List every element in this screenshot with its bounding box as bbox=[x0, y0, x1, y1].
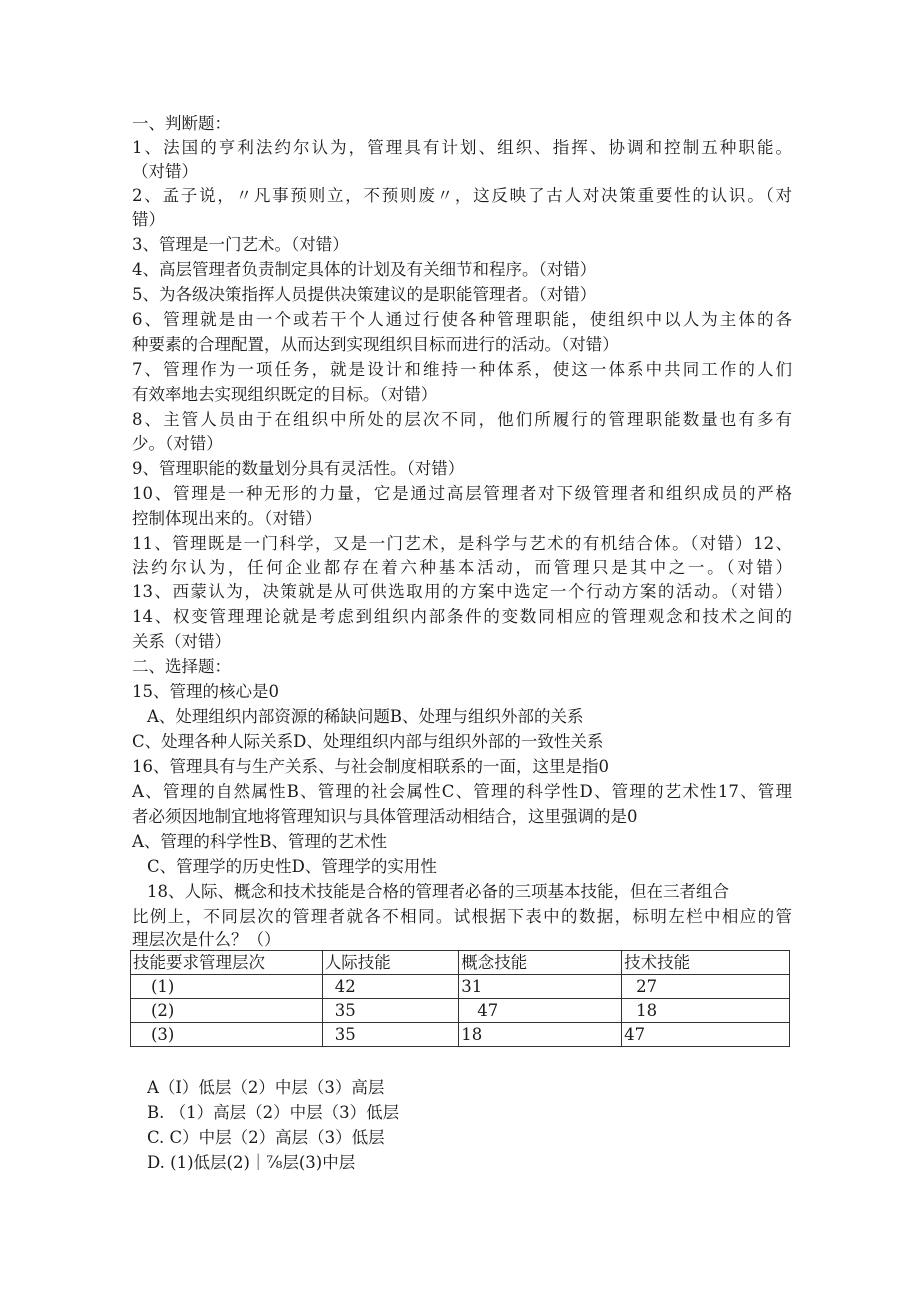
q12-line: 法约尔认为，任何企业都存在着六种基本活动，而管理只是其中之一。（对错） bbox=[132, 558, 792, 577]
table-cell-level: (3) bbox=[131, 1023, 323, 1047]
option-b: B. （1）高层（2）中层（3）低层 bbox=[147, 1103, 400, 1122]
q17-options-cd: C、管理学的历史性D、管理学的实用性 bbox=[147, 857, 437, 876]
q13-line: 13、西蒙认为，决策就是从可供选取用的方案中选定一个行动方案的活动。（对错） bbox=[132, 582, 792, 601]
q14-line1: 14、权变管理理论就是考虑到组织内部条件的变数同相应的管理观念和技术之间的 bbox=[132, 607, 792, 626]
q11-line: 11、管理既是一门科学，又是一门艺术，是科学与艺术的有机结合体。（对错）12、 bbox=[132, 534, 792, 553]
q17-options-ab: A、管理的科学性B、管理的艺术性 bbox=[132, 832, 388, 851]
table-cell: 18 bbox=[459, 1023, 622, 1047]
q18-line1: 18、人际、概念和技术技能是合格的管理者必备的三项基本技能，但在三者组合 bbox=[147, 882, 729, 901]
q8-line1: 8、主管人员由于在组织中所处的层次不同，他们所履行的管理职能数量也有多有 bbox=[132, 410, 792, 429]
table-cell: 47 bbox=[622, 1023, 790, 1047]
q1-line1: 1、法国的亨利法约尔认为，管理具有计划、组织、指挥、协调和控制五种职能。 bbox=[132, 138, 792, 157]
q5-line: 5、为各级决策指挥人员提供决策建议的是职能管理者。（对错） bbox=[132, 285, 597, 304]
table-cell-level: (1) bbox=[131, 975, 323, 999]
q18-line3: 理层次是什么？（） bbox=[132, 930, 281, 949]
table-cell: 35 bbox=[322, 999, 459, 1023]
q2-line1: 2、孟子说，〃凡事预则立，不预则废〃，这反映了古人对决策重要性的认识。（对 bbox=[132, 186, 792, 205]
table-header-cell: 人际技能 bbox=[322, 951, 459, 975]
table-cell: 27 bbox=[622, 975, 790, 999]
q7-line1: 7、管理作为一项任务，就是设计和维持一种体系，使这一体系中共同工作的人们 bbox=[132, 360, 792, 379]
q15-stem: 15、管理的核心是0 bbox=[132, 682, 279, 701]
q16-options: A、管理的自然属性B、管理的社会属性C、管理的科学性D、管理的艺术性17、管理 bbox=[132, 782, 792, 801]
q6-line2: 种要素的合理配置，从而达到实现组织目标而进行的活动。（对错） bbox=[132, 335, 619, 354]
table-cell: 18 bbox=[622, 999, 790, 1023]
q10-line2: 控制体现出来的。（对错） bbox=[132, 509, 322, 528]
q7-line2: 有效率地去实现组织既定的目标。（对错） bbox=[132, 385, 438, 404]
section2-heading: 二、选择题： bbox=[132, 657, 231, 676]
section1-heading: 一、判断题： bbox=[132, 114, 231, 133]
q4-line: 4、高层管理者负责制定具体的计划及有关细节和程序。（对错） bbox=[132, 260, 597, 279]
q15-options-ab: A、处理组织内部资源的稀缺问题B、处理与组织外部的关系 bbox=[147, 707, 584, 726]
q10-line1: 10、管理是一种无形的力量，它是通过高层管理者对下级管理者和组织成员的严格 bbox=[132, 484, 792, 503]
table-row bbox=[131, 999, 790, 1023]
table-cell: 35 bbox=[322, 1023, 459, 1047]
q2-line2: 错） bbox=[132, 210, 165, 229]
q18-line2: 比例上，不同层次的管理者就各不相同。试根据下表中的数据，标明左栏中相应的管 bbox=[132, 907, 792, 926]
table-row bbox=[131, 975, 790, 999]
table-header-row bbox=[131, 951, 790, 975]
table-cell: 42 bbox=[322, 975, 459, 999]
table-cell: 47 bbox=[459, 999, 622, 1023]
table-cell: 31 bbox=[459, 975, 622, 999]
table-header-cell: 技术技能 bbox=[622, 951, 790, 975]
q9-line: 9、管理职能的数量划分具有灵活性。（对错） bbox=[132, 459, 465, 478]
table-header-cell: 技能要求管理层次 bbox=[131, 951, 323, 975]
table-cell-level: (2) bbox=[131, 999, 323, 1023]
table-row bbox=[131, 1023, 790, 1047]
q16-stem: 16、管理具有与生产关系、与社会制度相联系的一面，这里是指0 bbox=[132, 757, 609, 776]
option-d: D. (1)低层(2)｜⅞层(3)中层 bbox=[147, 1153, 356, 1172]
q14-line2: 关系（对错） bbox=[132, 632, 231, 651]
q17-stem: 者必须因地制宜地将管理知识与具体管理活动相结合，这里强调的是0 bbox=[132, 807, 638, 826]
q8-line2: 少。（对错） bbox=[132, 434, 223, 453]
skill-table bbox=[130, 950, 790, 1047]
q3-line: 3、管理是一门艺术。（对错） bbox=[132, 235, 349, 254]
q1-line2: （对错） bbox=[132, 162, 198, 181]
option-c: C. C）中层（2）高层（3）低层 bbox=[147, 1128, 385, 1147]
q6-line1: 6、管理就是由一个或若干个人通过行使各种管理职能，使组织中以人为主体的各 bbox=[132, 310, 792, 329]
q15-options-cd: C、处理各种人际关系D、处理组织内部与组织外部的一致性关系 bbox=[132, 732, 604, 751]
table-header-cell: 概念技能 bbox=[459, 951, 622, 975]
option-a: A（I）低层（2）中层（3）高层 bbox=[147, 1078, 385, 1097]
